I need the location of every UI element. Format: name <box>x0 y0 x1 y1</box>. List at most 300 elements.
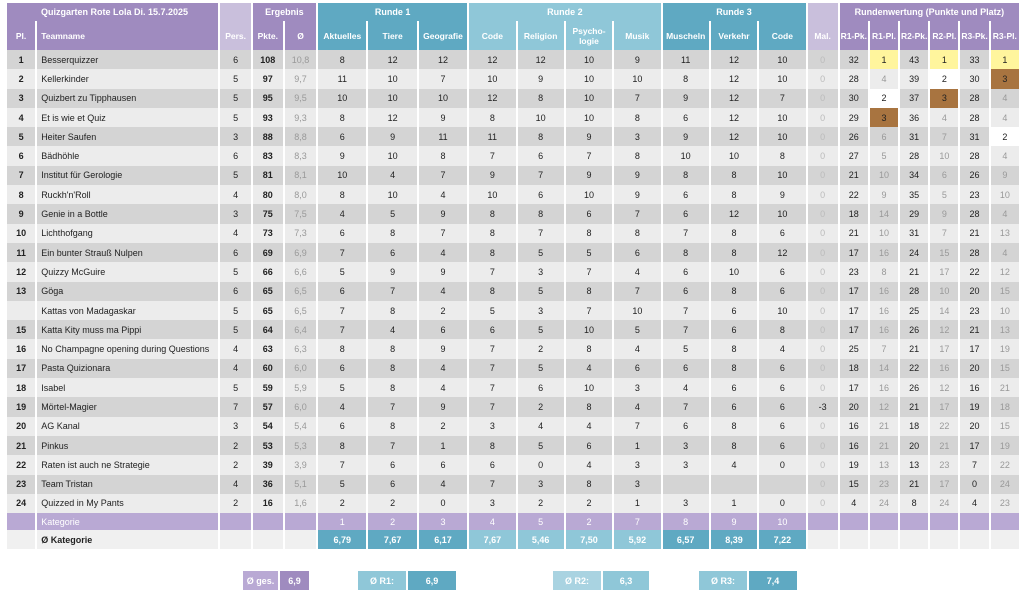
cell-r1-place: 16 <box>870 320 898 339</box>
cell-cat-8: 5 <box>663 339 709 358</box>
cell-cat-5: 0 <box>518 455 564 474</box>
cell-cat-2: 8 <box>368 339 416 358</box>
cell-r2-points: 25 <box>900 301 928 320</box>
cell-cat-9: 12 <box>711 69 757 88</box>
kategorie-cell: 7 <box>614 513 660 530</box>
cell-malus: 0 <box>808 108 838 127</box>
table-row <box>7 89 1019 108</box>
cell-r2-place: 14 <box>930 301 958 320</box>
cell-cat-6: 10 <box>566 320 612 339</box>
cell-team-name: Et is wie et Quiz <box>37 108 218 127</box>
cell-cat-3: 2 <box>419 301 467 320</box>
cell-cat-2: 10 <box>368 185 416 204</box>
cell-cat-4: 7 <box>469 378 515 397</box>
cell-cat-3: 6 <box>419 455 467 474</box>
cell-r1-points: 19 <box>840 455 868 474</box>
cell-cat-2: 10 <box>368 69 416 88</box>
cell-persons: 6 <box>220 50 250 69</box>
cell-cat-10: 4 <box>759 339 805 358</box>
cell-r3-place: 15 <box>991 359 1019 378</box>
cell-r1-place: 7 <box>870 339 898 358</box>
cell-malus: 0 <box>808 436 838 455</box>
cell-cat-6: 6 <box>566 204 612 223</box>
cell-cat-8: 11 <box>663 50 709 69</box>
cell-malus: 0 <box>808 282 838 301</box>
cell-average: 6,9 <box>285 243 316 262</box>
cell-cat-2: 7 <box>368 282 416 301</box>
cell-points: 75 <box>253 204 283 223</box>
cell-points: 54 <box>253 417 283 436</box>
cell-cat-4: 3 <box>469 494 515 513</box>
col-header-cat-6: Psycho-logie <box>566 21 612 50</box>
cell-r2-points: 20 <box>900 436 928 455</box>
cell-r1-place: 16 <box>870 243 898 262</box>
cell-cat-4: 9 <box>469 166 515 185</box>
cell-cat-9: 8 <box>711 417 757 436</box>
avg-total-label: Ø ges. <box>243 571 278 590</box>
cell-cat-10: 10 <box>759 301 805 320</box>
avg-r3-value: 7,4 <box>749 571 797 590</box>
cell-r3-place: 9 <box>991 166 1019 185</box>
cell-persons: 4 <box>220 359 250 378</box>
cell-team-name: Göga <box>37 282 218 301</box>
cell-cat-6: 8 <box>566 397 612 416</box>
cell-cat-9: 6 <box>711 320 757 339</box>
cell-r1-place: 23 <box>870 475 898 494</box>
cell-cat-8 <box>663 475 709 494</box>
table-row <box>7 146 1019 165</box>
footer-averages <box>5 571 1021 591</box>
cell-r3-points: 19 <box>960 397 988 416</box>
cell-cat-5: 3 <box>518 301 564 320</box>
cell-persons: 2 <box>220 494 250 513</box>
cell-r1-points: 4 <box>840 494 868 513</box>
cell-points: 65 <box>253 301 283 320</box>
cell-r2-points: 34 <box>900 166 928 185</box>
cell-cat-9: 1 <box>711 494 757 513</box>
cell-cat-2: 6 <box>368 243 416 262</box>
cell-malus: 0 <box>808 359 838 378</box>
cell-r3-place: 1 <box>991 50 1019 69</box>
results-table <box>5 3 1021 549</box>
cell-cat-8: 8 <box>663 243 709 262</box>
cell-malus: 0 <box>808 89 838 108</box>
cell-r2-points: 26 <box>900 378 928 397</box>
cell-cat-4: 7 <box>469 359 515 378</box>
cell-cat-2: 7 <box>368 436 416 455</box>
cell-r1-place: 16 <box>870 378 898 397</box>
cell-r1-place: 10 <box>870 166 898 185</box>
cell-malus: 0 <box>808 69 838 88</box>
cell-cat-10: 0 <box>759 455 805 474</box>
cell-cat-4: 5 <box>469 301 515 320</box>
cell-cat-2: 9 <box>368 262 416 281</box>
cell-cat-3: 2 <box>419 417 467 436</box>
cell-cat-6: 8 <box>566 224 612 243</box>
cell-r3-place: 3 <box>991 69 1019 88</box>
cell-average: 8,8 <box>285 127 316 146</box>
avg-r3-box <box>699 571 797 590</box>
cell-cat-6: 6 <box>566 436 612 455</box>
cell-cat-4: 8 <box>469 224 515 243</box>
cell-team-name: Ruckh'n'Roll <box>37 185 218 204</box>
cell-r2-place: 4 <box>930 108 958 127</box>
cell-r1-place: 5 <box>870 146 898 165</box>
cell-r1-points: 15 <box>840 475 868 494</box>
cell-average: 5,3 <box>285 436 316 455</box>
cell-cat-3: 4 <box>419 243 467 262</box>
cell-cat-2: 8 <box>368 359 416 378</box>
kategorie-label: Kategorie <box>37 513 218 530</box>
cell-team-name: Quizbert zu Tipphausen <box>37 89 218 108</box>
cell-cat-9: 8 <box>711 185 757 204</box>
cell-cat-4: 6 <box>469 455 515 474</box>
cell-cat-6: 8 <box>566 339 612 358</box>
cell-cat-7: 5 <box>614 320 660 339</box>
cell-average: 8,3 <box>285 146 316 165</box>
cell-persons: 5 <box>220 166 250 185</box>
cell-points: 63 <box>253 339 283 358</box>
runde3-header: Runde 3 <box>663 3 806 21</box>
col-header-r2-points: R2-Pk. <box>900 21 928 50</box>
cell-cat-4: 8 <box>469 282 515 301</box>
cell-malus: -3 <box>808 397 838 416</box>
cell-r3-points: 23 <box>960 185 988 204</box>
cell-r1-points: 22 <box>840 185 868 204</box>
avg-r2-value: 6,3 <box>603 571 649 590</box>
avg-r1-value: 6,9 <box>408 571 456 590</box>
cell-points: 39 <box>253 455 283 474</box>
cell-cat-2: 12 <box>368 50 416 69</box>
cell-persons: 6 <box>220 243 250 262</box>
cell-cat-8: 7 <box>663 397 709 416</box>
cell-cat-1: 6 <box>318 359 366 378</box>
table-row <box>7 455 1019 474</box>
event-title: Quizgarten Rote Lola Di. 15.7.2025 <box>7 3 218 21</box>
cell-r3-points: 26 <box>960 166 988 185</box>
cell-cat-7: 4 <box>614 262 660 281</box>
avg-r1-box <box>358 571 456 590</box>
cell-r3-place: 19 <box>991 436 1019 455</box>
cell-cat-7: 8 <box>614 108 660 127</box>
cell-team-name: Lichthofgang <box>37 224 218 243</box>
cell-persons: 4 <box>220 475 250 494</box>
cell-place: 7 <box>7 166 35 185</box>
cell-r1-place: 14 <box>870 204 898 223</box>
cell-r2-place: 1 <box>930 50 958 69</box>
cell-points: 64 <box>253 320 283 339</box>
cell-points: 36 <box>253 475 283 494</box>
cell-average: 5,1 <box>285 475 316 494</box>
cell-cat-2: 6 <box>368 455 416 474</box>
cell-place: 22 <box>7 455 35 474</box>
cell-cat-4: 7 <box>469 475 515 494</box>
cell-r3-place: 22 <box>991 455 1019 474</box>
cell-cat-10: 6 <box>759 262 805 281</box>
avg-kategorie-cell: 8,39 <box>711 530 757 549</box>
cell-place: 13 <box>7 282 35 301</box>
cell-cat-8: 8 <box>663 166 709 185</box>
col-header-cat-9: Verkehr <box>711 21 757 50</box>
cell-cat-5: 9 <box>518 69 564 88</box>
cell-cat-2: 10 <box>368 89 416 108</box>
cell-cat-4: 8 <box>469 243 515 262</box>
cell-place: 16 <box>7 339 35 358</box>
cell-cat-5: 6 <box>518 378 564 397</box>
avg-kategorie-cell: 5,92 <box>614 530 660 549</box>
cell-cat-10: 8 <box>759 320 805 339</box>
cell-r2-points: 31 <box>900 127 928 146</box>
cell-cat-7: 8 <box>614 224 660 243</box>
cell-persons: 2 <box>220 455 250 474</box>
cell-cat-3: 0 <box>419 494 467 513</box>
cell-r3-points: 28 <box>960 108 988 127</box>
cell-points: 81 <box>253 166 283 185</box>
cell-r1-place: 3 <box>870 108 898 127</box>
cell-cat-1: 6 <box>318 224 366 243</box>
cell-cat-9 <box>711 475 757 494</box>
cell-r1-place: 14 <box>870 359 898 378</box>
avg-r2-box <box>553 571 649 590</box>
cell-cat-7: 10 <box>614 69 660 88</box>
cell-cat-10 <box>759 475 805 494</box>
cell-cat-10: 10 <box>759 108 805 127</box>
cell-r2-points: 28 <box>900 282 928 301</box>
cell-r2-place: 7 <box>930 224 958 243</box>
cell-cat-1: 6 <box>318 282 366 301</box>
cell-average: 6,4 <box>285 320 316 339</box>
kategorie-cell: 2 <box>368 513 416 530</box>
cell-malus: 0 <box>808 417 838 436</box>
cell-cat-8: 8 <box>663 69 709 88</box>
cell-cat-6: 4 <box>566 417 612 436</box>
cell-cat-1: 11 <box>318 69 366 88</box>
table-row <box>7 339 1019 358</box>
cell-cat-9: 8 <box>711 224 757 243</box>
cell-r1-place: 10 <box>870 224 898 243</box>
cell-points: 16 <box>253 494 283 513</box>
cell-place: 19 <box>7 397 35 416</box>
cell-cat-2: 8 <box>368 224 416 243</box>
cell-cat-1: 8 <box>318 185 366 204</box>
cell-r3-place: 4 <box>991 146 1019 165</box>
cell-points: 60 <box>253 359 283 378</box>
cell-r3-points: 28 <box>960 89 988 108</box>
cell-place: 24 <box>7 494 35 513</box>
cell-cat-7: 4 <box>614 339 660 358</box>
cell-r2-place: 23 <box>930 455 958 474</box>
rundenwertung-header: Rundenwertung (Punkte und Platz) <box>840 3 1019 21</box>
cell-r1-points: 25 <box>840 339 868 358</box>
results-sheet <box>5 3 1021 586</box>
cell-malus: 0 <box>808 204 838 223</box>
cell-cat-2: 5 <box>368 204 416 223</box>
cell-cat-8: 3 <box>663 436 709 455</box>
cell-r3-place: 15 <box>991 282 1019 301</box>
cell-cat-1: 10 <box>318 166 366 185</box>
col-header-average: Ø <box>285 21 316 50</box>
cell-cat-1: 5 <box>318 262 366 281</box>
cell-cat-7: 7 <box>614 282 660 301</box>
cell-r2-points: 36 <box>900 108 928 127</box>
cell-r1-points: 30 <box>840 89 868 108</box>
cell-r1-place: 21 <box>870 436 898 455</box>
cell-place: 20 <box>7 417 35 436</box>
cell-cat-2: 6 <box>368 475 416 494</box>
cell-cat-6: 10 <box>566 108 612 127</box>
cell-average: 10,8 <box>285 50 316 69</box>
cell-team-name: Heiter Saufen <box>37 127 218 146</box>
col-header-r2-place: R2-Pl. <box>930 21 958 50</box>
cell-cat-6: 10 <box>566 185 612 204</box>
avg-r1-label: Ø R1: <box>358 571 406 590</box>
cell-r3-place: 13 <box>991 320 1019 339</box>
cell-cat-6: 10 <box>566 50 612 69</box>
cell-r3-place: 18 <box>991 397 1019 416</box>
cell-cat-5: 4 <box>518 417 564 436</box>
cell-cat-3: 12 <box>419 50 467 69</box>
cell-cat-8: 6 <box>663 262 709 281</box>
cell-cat-1: 8 <box>318 108 366 127</box>
cell-cat-6: 7 <box>566 301 612 320</box>
cell-cat-10: 10 <box>759 50 805 69</box>
cell-cat-1: 4 <box>318 204 366 223</box>
cell-cat-8: 7 <box>663 301 709 320</box>
cell-place: 8 <box>7 185 35 204</box>
cell-malus: 0 <box>808 475 838 494</box>
cell-cat-1: 7 <box>318 243 366 262</box>
cell-persons: 4 <box>220 185 250 204</box>
cell-malus: 0 <box>808 243 838 262</box>
cell-cat-5: 2 <box>518 494 564 513</box>
cell-malus: 0 <box>808 320 838 339</box>
cell-r2-place: 16 <box>930 359 958 378</box>
runde1-header: Runde 1 <box>318 3 467 21</box>
cell-malus: 0 <box>808 301 838 320</box>
cell-place: 10 <box>7 224 35 243</box>
cell-r2-points: 31 <box>900 224 928 243</box>
cell-cat-10: 10 <box>759 69 805 88</box>
table-row <box>7 417 1019 436</box>
cell-cat-6: 7 <box>566 262 612 281</box>
cell-cat-2: 9 <box>368 127 416 146</box>
avg-total-value: 6,9 <box>280 571 309 590</box>
cell-cat-6: 10 <box>566 378 612 397</box>
cell-cat-8: 6 <box>663 185 709 204</box>
cell-team-name: Isabel <box>37 378 218 397</box>
cell-r2-points: 29 <box>900 204 928 223</box>
col-header-persons: Pers. <box>220 21 250 50</box>
cell-points: 83 <box>253 146 283 165</box>
ergebnis-header: Ergebnis <box>253 3 316 21</box>
cell-r2-points: 35 <box>900 185 928 204</box>
cell-cat-2: 7 <box>368 397 416 416</box>
col-header-r1-points: R1-Pk. <box>840 21 868 50</box>
cell-cat-9: 8 <box>711 282 757 301</box>
cell-cat-8: 10 <box>663 146 709 165</box>
cell-cat-1: 8 <box>318 50 366 69</box>
col-header-cat-8: Muscheln <box>663 21 709 50</box>
cell-cat-3: 9 <box>419 262 467 281</box>
cell-place: 17 <box>7 359 35 378</box>
cell-cat-5: 6 <box>518 185 564 204</box>
cell-points: 93 <box>253 108 283 127</box>
kategorie-cell: 10 <box>759 513 805 530</box>
cell-r2-place: 24 <box>930 494 958 513</box>
cell-r3-points: 20 <box>960 282 988 301</box>
cell-average: 6,0 <box>285 397 316 416</box>
cell-cat-3: 4 <box>419 282 467 301</box>
cell-cat-3: 9 <box>419 108 467 127</box>
cell-cat-3: 4 <box>419 475 467 494</box>
avg-kategorie-label: Ø Kategorie <box>37 530 218 549</box>
table-row <box>7 127 1019 146</box>
cell-r1-points: 17 <box>840 378 868 397</box>
cell-r3-place: 2 <box>991 127 1019 146</box>
table-row <box>7 166 1019 185</box>
cell-cat-5: 7 <box>518 224 564 243</box>
cell-cat-9: 12 <box>711 50 757 69</box>
cell-cat-3: 4 <box>419 185 467 204</box>
cell-cat-7: 4 <box>614 397 660 416</box>
cell-cat-4: 12 <box>469 50 515 69</box>
cell-cat-3: 7 <box>419 224 467 243</box>
cell-cat-6: 8 <box>566 282 612 301</box>
cell-cat-3: 10 <box>419 89 467 108</box>
cell-cat-10: 7 <box>759 89 805 108</box>
cell-r1-place: 4 <box>870 69 898 88</box>
cell-average: 3,9 <box>285 455 316 474</box>
cell-average: 6,5 <box>285 282 316 301</box>
cell-team-name: No Champagne opening during Questions <box>37 339 218 358</box>
cell-cat-10: 9 <box>759 185 805 204</box>
cell-cat-10: 6 <box>759 397 805 416</box>
cell-persons: 4 <box>220 339 250 358</box>
cell-cat-9: 8 <box>711 243 757 262</box>
cell-average: 6,0 <box>285 359 316 378</box>
cell-place: 12 <box>7 262 35 281</box>
cell-place <box>7 301 35 320</box>
cell-persons: 5 <box>220 262 250 281</box>
table-row <box>7 108 1019 127</box>
cell-cat-1: 8 <box>318 436 366 455</box>
cell-team-name: Quizzy McGuire <box>37 262 218 281</box>
cell-malus: 0 <box>808 50 838 69</box>
cell-cat-5: 5 <box>518 359 564 378</box>
cell-cat-8: 3 <box>663 494 709 513</box>
cell-cat-5: 7 <box>518 166 564 185</box>
cell-r3-points: 28 <box>960 146 988 165</box>
cell-cat-4: 7 <box>469 146 515 165</box>
cell-cat-6: 10 <box>566 89 612 108</box>
cell-persons: 5 <box>220 320 250 339</box>
cell-r1-points: 28 <box>840 69 868 88</box>
cell-cat-8: 4 <box>663 378 709 397</box>
cell-malus: 0 <box>808 455 838 474</box>
cell-persons: 6 <box>220 146 250 165</box>
cell-team-name: Quizzed in My Pants <box>37 494 218 513</box>
cell-persons: 3 <box>220 127 250 146</box>
cell-cat-1: 7 <box>318 320 366 339</box>
cell-r1-place: 16 <box>870 282 898 301</box>
cell-r3-place: 13 <box>991 224 1019 243</box>
cell-r3-points: 16 <box>960 378 988 397</box>
table-row <box>7 301 1019 320</box>
kategorie-cell: 4 <box>469 513 515 530</box>
cell-average: 1,6 <box>285 494 316 513</box>
cell-cat-10: 10 <box>759 166 805 185</box>
cell-cat-10: 6 <box>759 359 805 378</box>
